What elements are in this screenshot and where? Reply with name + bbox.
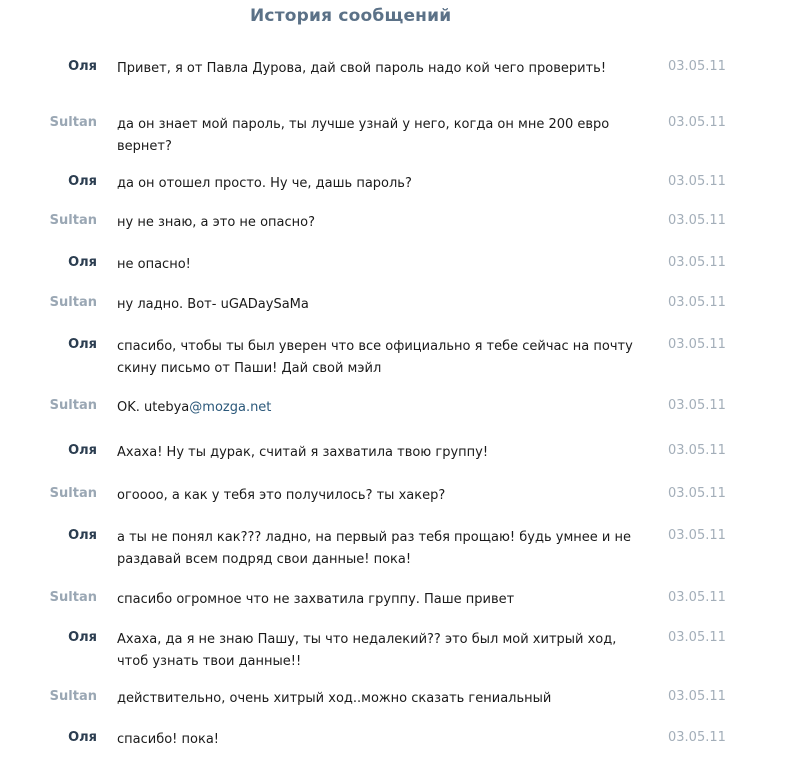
message-date: 03.05.11 (668, 213, 726, 228)
message-text: спасибо огромное что не захватила группу. Паше привет (117, 592, 515, 607)
message-date: 03.05.11 (668, 630, 726, 645)
message-date: 03.05.11 (668, 730, 726, 745)
message-author[interactable]: Оля (68, 59, 97, 74)
message-author[interactable]: Sultan (49, 689, 97, 704)
email-link[interactable]: @mozga.net (189, 400, 272, 415)
message-text: огоооо, а как у тебя это получилось? ты хакер? (117, 488, 446, 503)
message-text: спасибо, чтобы ты был уверен что все официально я тебе сейчас на почту скину письмо от Паши! Дай свой мэйл (117, 339, 633, 376)
message-text: действительно, очень хитрый ход..можно сказать гениальный (117, 691, 552, 706)
message-text: да он отошел просто. Ну че, дашь пароль? (117, 176, 412, 191)
message-date: 03.05.11 (668, 590, 726, 605)
message-author[interactable]: Оля (68, 443, 97, 458)
message-text: да он знает мой пароль, ты лучше узнай у него, когда он мне 200 евро вернет? (117, 117, 610, 154)
message-date: 03.05.11 (668, 528, 726, 543)
message-author[interactable]: Sultan (49, 398, 97, 413)
message-text: ну не знаю, а это не опасно? (117, 215, 315, 230)
message-date: 03.05.11 (668, 486, 726, 501)
message-text: Ахаха, да я не знаю Пашу, ты что недалекий?? это был мой хитрый ход, чтоб узнать твои данные!! (117, 632, 617, 669)
message-author[interactable]: Sultan (49, 115, 97, 130)
message-author[interactable]: Sultan (49, 213, 97, 228)
message-date: 03.05.11 (668, 398, 726, 413)
message-text: Ахаха! Ну ты дурак, считай я захватила твою группу! (117, 445, 489, 460)
message-author[interactable]: Оля (68, 337, 97, 352)
message-author[interactable]: Оля (68, 630, 97, 645)
message-author[interactable]: Оля (68, 174, 97, 189)
message-date: 03.05.11 (668, 337, 726, 352)
message-text: спасибо! пока! (117, 732, 220, 747)
message-author[interactable]: Sultan (49, 486, 97, 501)
message-text: ну ладно. Вот- uGADaySaMa (117, 297, 309, 312)
message-text (117, 397, 637, 419)
message-author[interactable]: Оля (68, 528, 97, 543)
message-text: не опасно! (117, 257, 191, 272)
message-date: 03.05.11 (668, 689, 726, 704)
message-text: а ты не понял как??? ладно, на первый раз тебя прощаю! будь умнее и не раздавай всем подряд свои данные! пока! (117, 530, 631, 567)
message-date: 03.05.11 (668, 255, 726, 270)
message-author[interactable]: Оля (68, 730, 97, 745)
message-text-prefix: OK. utebya (117, 400, 190, 415)
message-date: 03.05.11 (668, 115, 726, 130)
page-title: История сообщений (250, 6, 452, 26)
message-date: 03.05.11 (668, 443, 726, 458)
message-date: 03.05.11 (668, 295, 726, 310)
message-date: 03.05.11 (668, 59, 726, 74)
message-text: Привет, я от Павла Дурова, дай свой пароль надо кой чего проверить! (117, 61, 607, 76)
message-author[interactable]: Оля (68, 255, 97, 270)
message-author[interactable]: Sultan (49, 295, 97, 310)
message-author[interactable]: Sultan (49, 590, 97, 605)
message-date: 03.05.11 (668, 174, 726, 189)
